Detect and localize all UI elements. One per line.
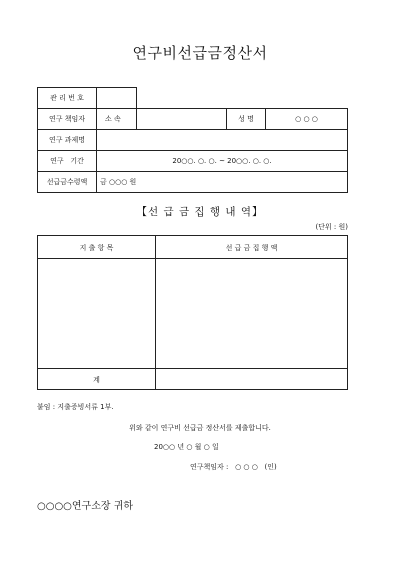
submission-statement: 위와 같이 연구비 선급금 정산서를 제출합니다.	[129, 424, 271, 432]
project-label: 연구 과제명	[38, 130, 97, 151]
signer-line: 연구책임자 : ○ ○ ○ (인)	[190, 463, 277, 471]
unit-label: (단위 : 원)	[315, 223, 348, 231]
document-title: 연구비선급금정산서	[132, 44, 268, 62]
expenditure-table	[37, 235, 348, 390]
pi-label: 연구 책임자	[38, 109, 97, 130]
name-label: 성 명	[227, 109, 266, 130]
total-amount-cell[interactable]	[156, 369, 347, 389]
amount-cell[interactable]	[156, 259, 347, 368]
period-field[interactable]: 20○○. ○. ○. ~ 20○○. ○. ○.	[97, 151, 348, 172]
total-label: 계	[93, 376, 100, 384]
affiliation-field[interactable]	[137, 109, 227, 130]
project-row	[38, 130, 348, 151]
mgmt-no-empty	[137, 88, 348, 109]
mgmt-no-row	[38, 88, 348, 109]
pi-row	[38, 109, 348, 130]
section-title: 【선 급 금 집 행 내 역】	[136, 206, 264, 218]
item-cell[interactable]	[38, 259, 155, 368]
affiliation-label: 소 속	[97, 109, 137, 130]
amount-label: 선급금수령액	[38, 172, 97, 193]
col-header-amount: 선 급 금 집 행 액	[225, 244, 278, 252]
amount-row	[38, 172, 348, 193]
name-field[interactable]: ○ ○ ○	[266, 109, 348, 130]
submission-date: 20○○ 년 ○ 월 ○ 일	[154, 443, 219, 451]
mgmt-no-field[interactable]	[97, 88, 137, 109]
attachment-note: 붙임 : 지출증빙서류 1부.	[37, 403, 114, 411]
info-table	[37, 87, 348, 193]
period-row	[38, 151, 348, 172]
col-header-item: 지 출 항 목	[79, 244, 114, 252]
amount-field[interactable]: 금 ○○○ 원	[97, 172, 348, 193]
mgmt-no-label: 관 리 번 호	[38, 88, 97, 109]
period-label: 연구 기간	[38, 151, 97, 172]
project-field[interactable]	[97, 130, 348, 151]
addressee: ○○○○연구소장 귀하	[37, 501, 134, 512]
